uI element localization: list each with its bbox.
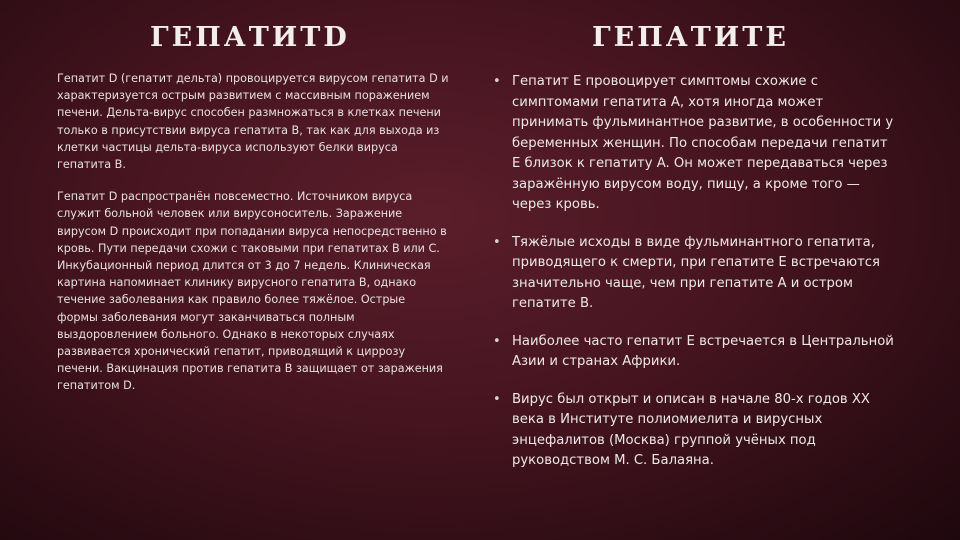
hepatitis-d-title: ГЕПАТИТD <box>150 22 350 53</box>
list-item <box>490 72 900 216</box>
bullet-icon: • <box>493 234 501 250</box>
list-item-text: Гепатит E провоцирует симптомы схожие с симптомами гепатита A, хотя иногда может принимать фульминантное развитие, в особенности у беременных женщин. По способам передачи гепатит E близок к гепатиту A. Он может передаваться через заражённую вирусом воду, пищу, а кроме того — через кровь. <box>512 74 894 212</box>
list-item <box>490 390 900 472</box>
hepatitis-d-text-column <box>57 70 449 410</box>
list-item-text: Наиболее часто гепатит E встречается в Центральной Азии и странах Африки. <box>512 333 894 369</box>
list-item-text: Тяжёлые исходы в виде фульминантного гепатита, приводящего к смерти, при гепатите Е встречаются значительно чаще, чем при гепатите А и остром гепатите В. <box>512 234 880 311</box>
hepatitis-e-title: ГЕПАТИТЕ <box>592 22 789 53</box>
bullet-icon: • <box>493 333 501 349</box>
hepatitis-e-bullet-list <box>490 72 900 489</box>
list-item-text: Вирус был открыт и описан в начале 80-х годов XX века в Институте полиомиелита и вирусных энцефалитов (Москва) группой учёных под руководством М. С. Балаяна. <box>512 391 870 468</box>
list-item <box>490 332 900 373</box>
hepatitis-d-paragraph-2: Гепатит D распространён повсеместно. Источником вируса служит больной человек или вирусоноситель. Заражение вирусом D происходит при попадании вируса непосредственно в кровь. Пути передачи схожи с таковыми при гепатитах B или C. Инкубационный период длится от 3 до 7 недель. Клиническая картина напоминает клинику вирусного гепатита B, однако течение заболевания как правило более тяжёлое. Острые формы заболевания могут заканчиваться полным выздоровлением больного. Однако в некоторых случаях развивается хронический гепатит, приводящий к циррозу печени. Вакцинация против гепатита B защищает от заражения гепатитом D. <box>57 190 447 393</box>
bullet-icon: • <box>493 391 501 407</box>
hepatitis-d-paragraph-1: Гепатит D (гепатит дельта) провоцируется вирусом гепатита D и характеризуется острым развитием с массивным поражением печени. Дельта-вирус способен размножаться в клетках печени только в присутствии вируса гепатита B, так как для выхода из клетки частицы дельта-вируса используют белки вируса гепатита B. <box>57 72 449 172</box>
bullet-icon: • <box>493 74 501 89</box>
list-item <box>490 233 900 315</box>
